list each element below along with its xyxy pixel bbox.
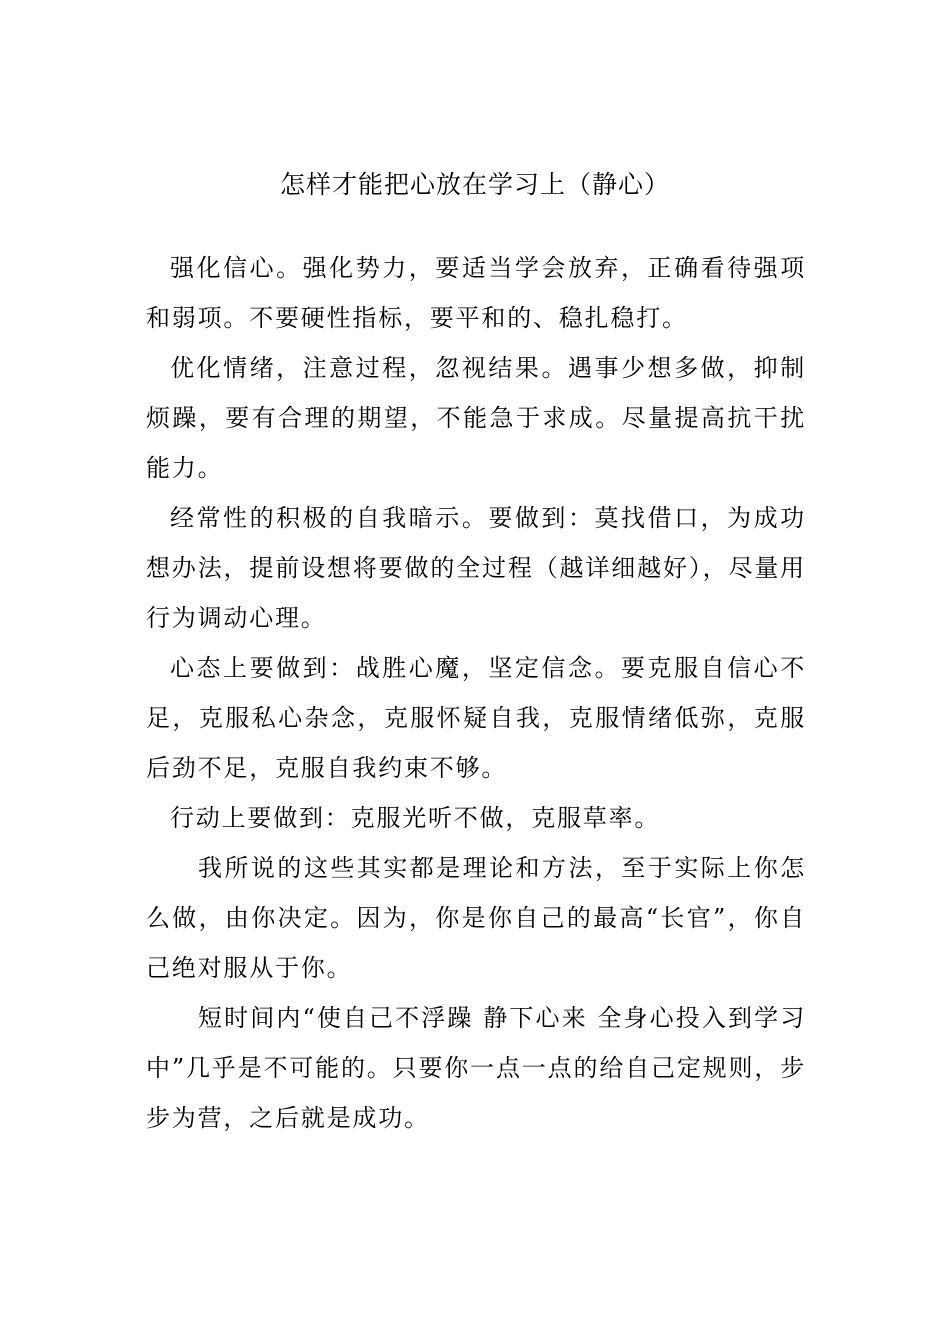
paragraph-conclusion bbox=[146, 993, 806, 1143]
paragraph-text: 。强化势力，要适当学会放弃，正确看待强项和弱项。不要硬性指标，要平和的、稳扎稳打。 bbox=[146, 254, 806, 332]
paragraph-theory bbox=[146, 843, 806, 993]
document-title: 怎样才能把心放在学习上（静心） bbox=[279, 170, 670, 199]
paragraph-text: 短时间内“使自己不浮躁 静下心来 全身心投入到学习中”几乎是不可能的。只要你一点一点的给自己定规则，步步为营，之后就是成功。 bbox=[146, 1004, 806, 1132]
paragraph-text: 。遇事少想多做，抑制烦躁，要有合理的期望，不能急于求成。尽量提高抗干扰能力。 bbox=[146, 354, 807, 482]
paragraph-lead: 强化信心 bbox=[170, 254, 277, 282]
document-body bbox=[146, 243, 806, 1143]
paragraph-lead: 经常性的积极的自我暗示 bbox=[170, 504, 462, 532]
paragraph-text: 战胜心魔，坚定信念。要克服自信心不足，克服私心杂念，克服怀疑自我，克服情绪低弥，克服后劲不足，克服自我约束不够。 bbox=[146, 654, 806, 782]
paragraph-text: 克服光听不做，克服草率。 bbox=[350, 804, 661, 832]
paragraph-lead: 心态上要做到： bbox=[170, 654, 356, 682]
paragraph-emotion bbox=[146, 343, 806, 493]
paragraph-confidence bbox=[146, 243, 806, 343]
paragraph-self-suggestion bbox=[146, 493, 806, 643]
paragraph-lead: 行动上要做到： bbox=[170, 804, 351, 832]
paragraph-lead: 优化情绪，注意过程，忽视结果 bbox=[170, 354, 542, 382]
paragraph-text: 。要做到：莫找借口，为成功想办法，提前设想将要做的全过程（越详细越好），尽量用行为调动心理。 bbox=[146, 504, 806, 632]
paragraph-action bbox=[146, 793, 806, 843]
paragraph-mindset bbox=[146, 643, 806, 793]
paragraph-text: 我所说的这些其实都是理论和方法，至于实际上你怎么做，由你决定。因为，你是你自己的最高“长官”，你自己绝对服从于你。 bbox=[146, 854, 806, 982]
